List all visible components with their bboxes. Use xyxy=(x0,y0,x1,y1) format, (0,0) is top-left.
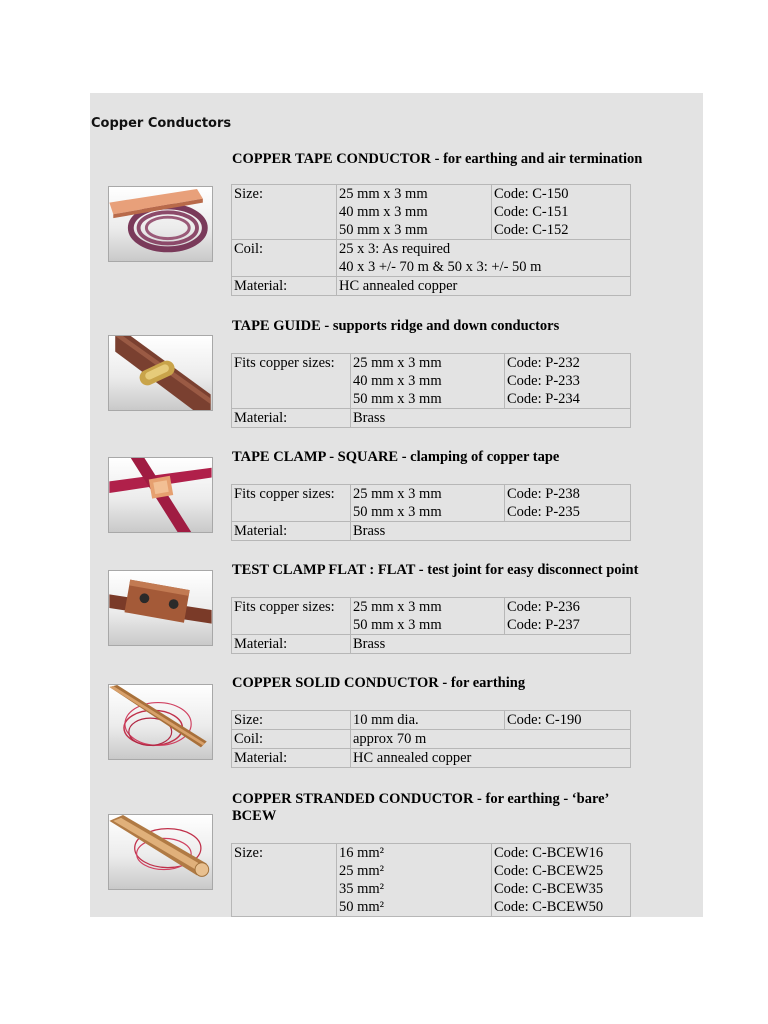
spec-table-tape-clamp-square xyxy=(231,484,631,541)
copper-stranded-conductor-icon xyxy=(109,815,212,889)
test-clamp-flat-icon xyxy=(109,571,212,645)
table-row xyxy=(232,277,631,296)
row-label: Material: xyxy=(232,522,351,541)
copper-solid-conductor-icon xyxy=(109,685,212,759)
row-values: 25 x 3: As required 40 x 3 +/- 70 m & 50 x 3: +/- 50 m xyxy=(337,240,631,277)
section-heading-tape-clamp-square: TAPE CLAMP - SQUARE - clamping of copper tape xyxy=(232,449,560,465)
table-row xyxy=(232,240,631,277)
spec-table-test-clamp-flat xyxy=(231,597,631,654)
row-label: Fits copper sizes: xyxy=(232,598,351,635)
row-values: HC annealed copper xyxy=(351,749,631,768)
row-label: Material: xyxy=(232,749,351,768)
row-values: Brass xyxy=(351,409,631,428)
copper-stranded-conductor-image xyxy=(108,814,213,890)
spec-table-copper-stranded xyxy=(231,843,631,917)
section-heading-tape-guide: TAPE GUIDE - supports ridge and down conductors xyxy=(232,318,560,334)
row-values: 25 mm x 3 mm 50 mm x 3 mm xyxy=(351,598,505,635)
row-label: Size: xyxy=(232,711,351,730)
table-row xyxy=(232,598,631,635)
copper-tape-coil-image xyxy=(108,186,213,262)
row-codes: Code: C-150 Code: C-151 Code: C-152 xyxy=(492,185,631,240)
row-values: HC annealed copper xyxy=(337,277,631,296)
tape-clamp-square-icon xyxy=(109,458,212,532)
test-clamp-flat-image xyxy=(108,570,213,646)
row-values: 25 mm x 3 mm 40 mm x 3 mm 50 mm x 3 mm xyxy=(351,354,505,409)
table-row xyxy=(232,409,631,428)
table-row xyxy=(232,635,631,654)
row-values: Brass xyxy=(351,635,631,654)
section-heading-test-clamp-flat: TEST CLAMP FLAT : FLAT - test joint for easy disconnect point xyxy=(232,562,639,578)
section-heading-copper-tape: COPPER TAPE CONDUCTOR - for earthing and air termination xyxy=(232,151,643,167)
table-row xyxy=(232,185,631,240)
row-values: 25 mm x 3 mm 40 mm x 3 mm 50 mm x 3 mm xyxy=(337,185,492,240)
table-row xyxy=(232,749,631,768)
row-label: Material: xyxy=(232,635,351,654)
copper-tape-coil-icon xyxy=(109,187,212,261)
row-values: 10 mm dia. xyxy=(351,711,505,730)
spec-table-tape-guide xyxy=(231,353,631,428)
row-label: Size: xyxy=(232,844,337,917)
row-values: 25 mm x 3 mm 50 mm x 3 mm xyxy=(351,485,505,522)
row-label: Material: xyxy=(232,409,351,428)
tape-clamp-square-image xyxy=(108,457,213,533)
row-label: Coil: xyxy=(232,240,337,277)
row-codes: Code: C-BCEW16 Code: C-BCEW25 Code: C-BCEW35 Code: C-BCEW50 xyxy=(492,844,631,917)
spec-table-copper-tape xyxy=(231,184,631,296)
table-row xyxy=(232,485,631,522)
page-title: Copper Conductors xyxy=(91,116,232,131)
tape-guide-image xyxy=(108,335,213,411)
row-codes: Code: P-236 Code: P-237 xyxy=(505,598,631,635)
spec-table-copper-solid xyxy=(231,710,631,768)
table-row xyxy=(232,354,631,409)
row-label: Material: xyxy=(232,277,337,296)
table-row xyxy=(232,711,631,730)
row-values: approx 70 m xyxy=(351,730,631,749)
tape-guide-icon xyxy=(109,336,212,410)
table-row xyxy=(232,844,631,917)
row-codes: Code: P-232 Code: P-233 Code: P-234 xyxy=(505,354,631,409)
row-values: 16 mm² 25 mm² 35 mm² 50 mm² xyxy=(337,844,492,917)
row-label: Fits copper sizes: xyxy=(232,354,351,409)
row-label: Fits copper sizes: xyxy=(232,485,351,522)
table-row xyxy=(232,730,631,749)
row-label: Size: xyxy=(232,185,337,240)
row-codes: Code: P-238 Code: P-235 xyxy=(505,485,631,522)
row-label: Coil: xyxy=(232,730,351,749)
row-codes: Code: C-190 xyxy=(505,711,631,730)
row-values: Brass xyxy=(351,522,631,541)
section-heading-copper-solid: COPPER SOLID CONDUCTOR - for earthing xyxy=(232,675,526,691)
copper-solid-conductor-image xyxy=(108,684,213,760)
section-heading-copper-stranded: COPPER STRANDED CONDUCTOR - for earthing - ‘bare’ BCEW xyxy=(232,791,609,824)
table-row xyxy=(232,522,631,541)
